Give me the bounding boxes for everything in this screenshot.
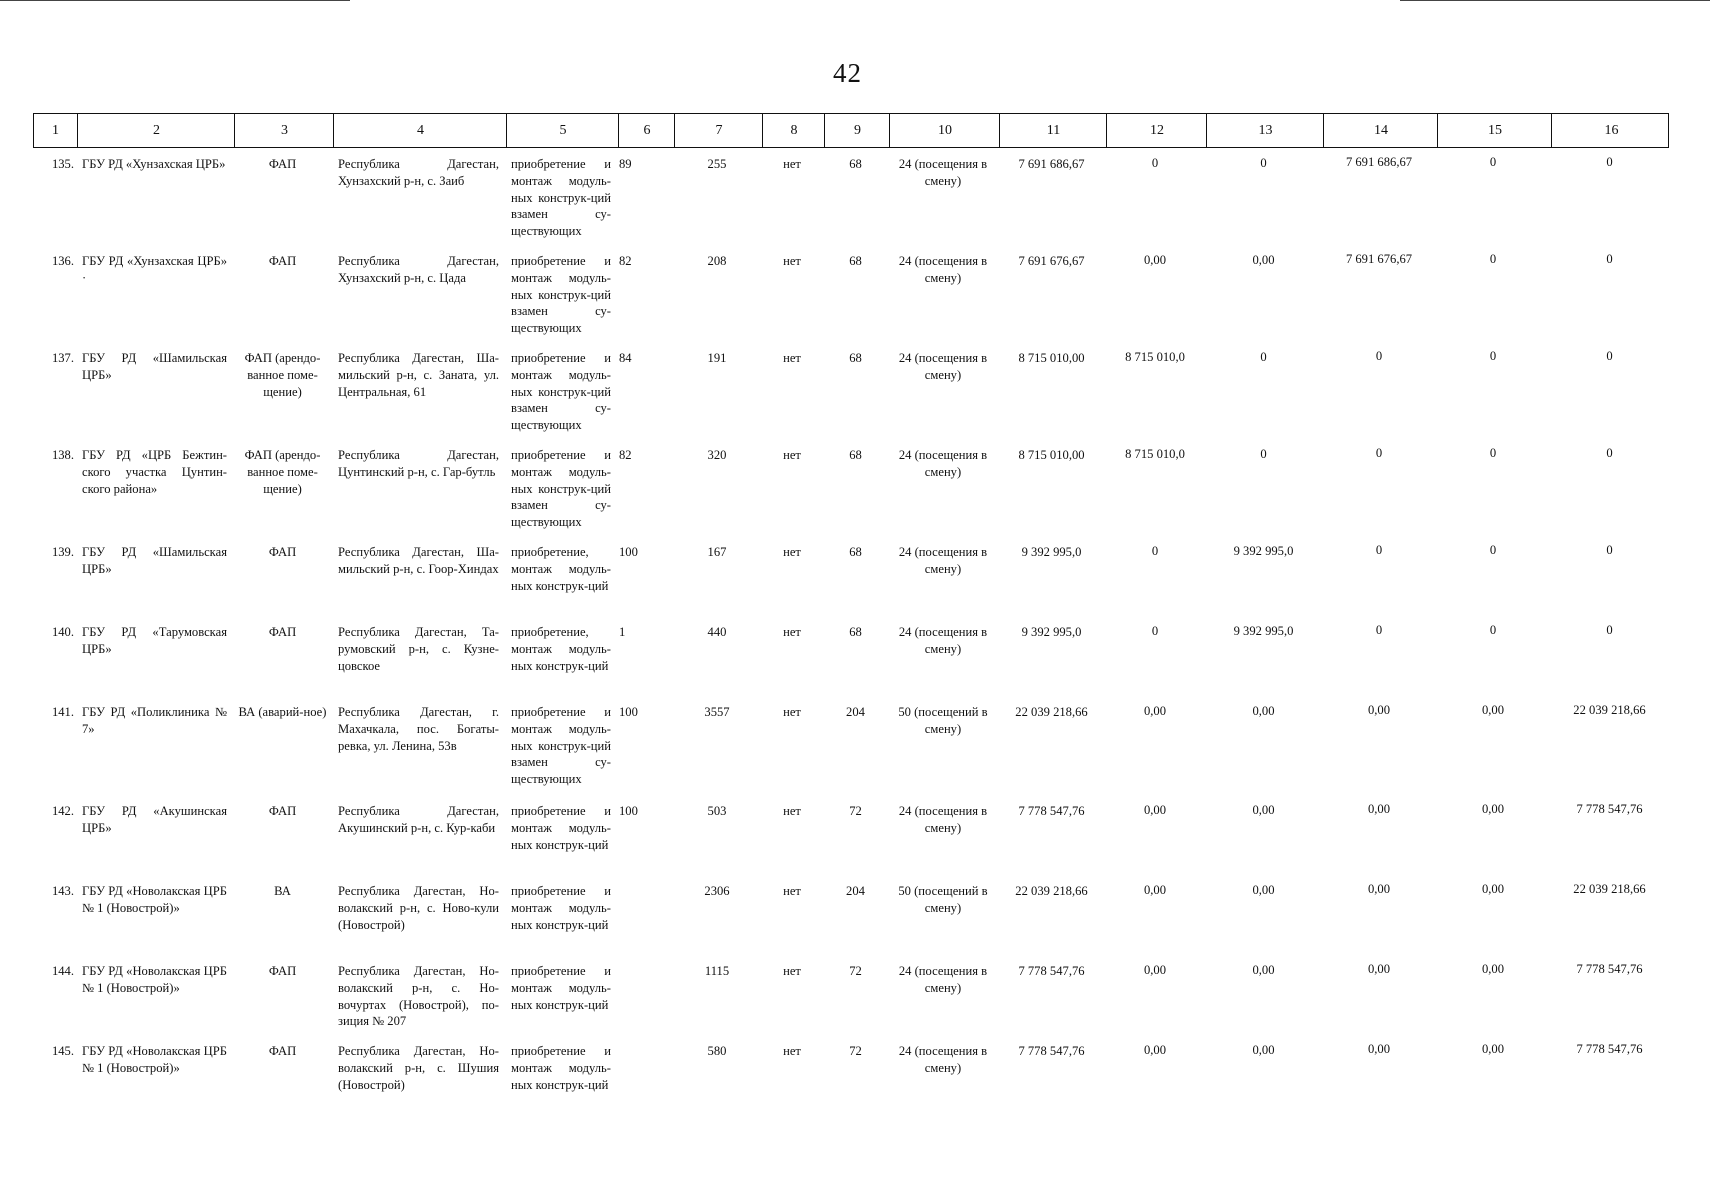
action-cell: приобретение и монтаж модуль-ных конструк-ций взамен су-ществующих	[511, 157, 611, 239]
col14-cell: 0	[1375, 446, 1383, 461]
organization-cell: ГБУ РД «Шамильская ЦРБ»	[82, 351, 227, 382]
col9-cell: 68	[849, 448, 862, 462]
col14-cell: 0,00	[1367, 703, 1391, 718]
col13-cell: 0	[1260, 446, 1267, 461]
header-col-8: 8	[762, 114, 825, 147]
col14-cell: 7 691 686,67	[1345, 155, 1413, 170]
header-col-3: 3	[234, 114, 334, 147]
organization-cell: ГБУ РД «Хунзахская ЦРБ» ·	[82, 254, 227, 285]
col8-cell: нет	[783, 1044, 801, 1058]
organization-cell: ГБУ РД «Новолакская ЦРБ № 1 (Новострой)»	[82, 884, 227, 915]
col15-cell: 0	[1489, 446, 1497, 460]
row-number: 145.	[51, 1044, 74, 1058]
col15-cell: 0	[1489, 252, 1497, 266]
col10-cell: 24 (посещения в смену)	[898, 351, 988, 382]
col6-cell: 84	[619, 351, 632, 365]
col10-cell: 50 (посещений в смену)	[898, 884, 988, 915]
action-cell: приобретение и монтаж модуль-ных конструк-ций	[511, 804, 611, 852]
col9-cell: 204	[846, 705, 865, 719]
col11-cell: 22 039 218,66	[1015, 704, 1088, 719]
col14-cell: 0,00	[1367, 1042, 1391, 1057]
col12-cell: 0,00	[1143, 253, 1167, 268]
col9-cell: 204	[846, 884, 865, 898]
col12-cell: 0	[1151, 624, 1159, 639]
header-col-11: 11	[999, 114, 1107, 147]
action-cell: приобретение и монтаж модуль-ных конструк-ций	[511, 964, 611, 1012]
organization-cell: ГБУ РД «Акушинская ЦРБ»	[82, 804, 227, 835]
header-col-1: 1	[52, 122, 59, 138]
header-col-14: 14	[1323, 114, 1438, 147]
col14-cell: 0,00	[1367, 882, 1391, 897]
action-cell: приобретение и монтаж модуль-ных конструк-ций	[511, 1044, 611, 1092]
col8-cell: нет	[783, 448, 801, 462]
address-cell: Республика Дагестан, Но-волакский р-н, с. Ново-кули (Новострой)	[338, 884, 499, 932]
organization-cell: ГБУ РД «Поликлиника № 7»	[82, 705, 227, 736]
col10-cell: 24 (посещения в смену)	[898, 254, 988, 285]
col15-cell: 0,00	[1481, 962, 1505, 976]
col16-cell: 7 778 547,76	[1576, 961, 1643, 976]
col9-cell: 68	[849, 157, 862, 171]
col11-cell: 7 778 547,76	[1018, 803, 1085, 818]
facility-type-cell: ФАП (арендо-ванное поме-щение)	[244, 448, 321, 496]
col7-cell: 1115	[704, 964, 730, 978]
col16-cell: 0	[1606, 622, 1613, 637]
scan-artifact-line	[1400, 0, 1710, 1]
col16-cell: 22 039 218,66	[1573, 881, 1646, 896]
header-col-9: 9	[824, 114, 890, 147]
col15-cell: 0,00	[1481, 1042, 1505, 1056]
col13-cell: 0	[1260, 349, 1267, 364]
col10-cell: 24 (посещения в смену)	[898, 804, 988, 835]
row-number: 143.	[51, 884, 74, 898]
action-cell: приобретение и монтаж модуль-ных конструк-ций взамен су-ществующих	[511, 351, 611, 433]
header-col-4: 4	[333, 114, 507, 147]
address-cell: Республика Дагестан, Хунзахский р-н, с. Цада	[338, 254, 499, 285]
col6-cell: 1	[619, 625, 626, 639]
header-col-2: 2	[77, 114, 235, 147]
address-cell: Республика Дагестан, Акушинский р-н, с. Кур-каби	[338, 804, 499, 835]
col8-cell: нет	[783, 884, 801, 898]
col13-cell: 0,00	[1252, 252, 1275, 267]
facility-type-cell: ФАП	[268, 804, 297, 818]
col16-cell: 7 778 547,76	[1576, 1041, 1643, 1056]
organization-cell: ГБУ РД «Шамильская ЦРБ»	[82, 545, 227, 576]
col7-cell: 580	[707, 1044, 727, 1058]
col14-cell: 0	[1375, 349, 1383, 364]
col15-cell: 0	[1489, 349, 1497, 363]
organization-cell: ГБУ РД «ЦРБ Бежтин-ского участка Цунтин-ского района»	[82, 448, 227, 496]
organization-cell: ГБУ РД «Новолакская ЦРБ № 1 (Новострой)»	[82, 964, 227, 995]
header-col-12: 12	[1106, 114, 1207, 147]
col15-cell: 0	[1489, 623, 1497, 637]
col8-cell: нет	[783, 964, 801, 978]
address-cell: Республика Дагестан, Но-волакский р-н, с. Шушия (Новострой)	[338, 1044, 499, 1092]
col10-cell: 24 (посещения в смену)	[898, 545, 988, 576]
col8-cell: нет	[783, 351, 801, 365]
header-col-15: 15	[1437, 114, 1552, 147]
col15-cell: 0,00	[1481, 882, 1505, 896]
col10-cell: 50 (посещений в смену)	[898, 705, 988, 736]
col13-cell: 0,00	[1252, 703, 1275, 718]
col13-cell: 0,00	[1252, 882, 1275, 897]
col7-cell: 167	[707, 545, 727, 559]
col15-cell: 0	[1489, 543, 1497, 557]
col6-cell: 89	[619, 157, 632, 171]
data-table	[33, 113, 1669, 1173]
col10-cell: 24 (посещения в смену)	[898, 964, 988, 995]
col8-cell: нет	[783, 157, 801, 171]
address-cell: Республика Дагестан, г. Махачкала, пос. Богаты-ревка, ул. Ленина, 53в	[338, 705, 499, 753]
col16-cell: 7 778 547,76	[1576, 801, 1643, 816]
col14-cell: 0,00	[1367, 802, 1391, 817]
col9-cell: 72	[849, 1044, 862, 1058]
address-cell: Республика Дагестан, Цунтинский р-н, с. Гар-бутль	[338, 448, 499, 479]
facility-type-cell: ВА (аварий-ное)	[238, 705, 327, 719]
col11-cell: 8 715 010,00	[1018, 447, 1085, 462]
col15-cell: 0,00	[1481, 802, 1505, 816]
col11-cell: 7 778 547,76	[1018, 1043, 1085, 1058]
col16-cell: 0	[1606, 154, 1613, 169]
col12-cell: 8 715 010,0	[1125, 350, 1185, 365]
col13-cell: 0,00	[1252, 1042, 1275, 1057]
scan-artifact-line	[0, 0, 350, 1]
col16-cell: 0	[1606, 251, 1613, 266]
col11-cell: 9 392 995,0	[1021, 624, 1082, 639]
action-cell: приобретение и монтаж модуль-ных конструк-ций взамен су-ществующих	[511, 254, 611, 336]
col11-cell: 7 691 686,67	[1018, 156, 1085, 171]
facility-type-cell: ФАП	[268, 964, 297, 978]
header-col-5: 5	[506, 114, 619, 147]
header-col-16: 16	[1551, 114, 1671, 147]
address-cell: Республика Дагестан, Ша-мильский р-н, с. Заната, ул. Центральная, 61	[338, 351, 499, 399]
action-cell: приобретение, монтаж модуль-ных конструк-ций	[511, 625, 611, 673]
header-col-7: 7	[674, 114, 763, 147]
col9-cell: 68	[849, 351, 862, 365]
col12-cell: 0,00	[1143, 704, 1167, 719]
organization-cell: ГБУ РД «Тарумовская ЦРБ»	[82, 625, 227, 656]
row-number: 138.	[51, 448, 74, 462]
row-number: 136.	[51, 254, 74, 268]
col8-cell: нет	[783, 705, 801, 719]
address-cell: Республика Дагестан, Но-волакский р-н, с. Но-вочуртах (Новострой), по-зиция № 207	[338, 964, 499, 1029]
col10-cell: 24 (посещения в смену)	[898, 625, 988, 656]
organization-cell: ГБУ РД «Новолакская ЦРБ № 1 (Новострой)»	[82, 1044, 227, 1075]
col6-cell: 100	[619, 545, 638, 559]
address-cell: Республика Дагестан, Ша-мильский р-н, с. Гоор-Хиндах	[338, 545, 499, 576]
col9-cell: 68	[849, 545, 862, 559]
col6-cell: 82	[619, 254, 632, 268]
facility-type-cell: ФАП	[268, 254, 297, 268]
row-number: 144.	[51, 964, 74, 978]
col13-cell: 0	[1260, 155, 1267, 170]
col15-cell: 0,00	[1481, 703, 1505, 717]
col11-cell: 8 715 010,00	[1018, 350, 1085, 365]
col16-cell: 0	[1606, 445, 1613, 460]
col11-cell: 7 778 547,76	[1018, 963, 1085, 978]
page-number: 42	[833, 58, 862, 88]
col14-cell: 0	[1375, 623, 1383, 638]
col7-cell: 503	[707, 804, 727, 818]
col6-cell: 82	[619, 448, 632, 462]
row-number: 139.	[51, 545, 74, 559]
col12-cell: 0	[1151, 156, 1159, 171]
address-cell: Республика Дагестан, Та-румовский р-н, с. Кузне-цовское	[338, 625, 499, 673]
facility-type-cell: ФАП	[268, 1044, 297, 1058]
header-col-10: 10	[889, 114, 1000, 147]
row-number: 142.	[51, 804, 74, 818]
col12-cell: 0,00	[1143, 883, 1167, 898]
facility-type-cell: ВА	[274, 884, 291, 898]
col7-cell: 255	[707, 157, 727, 171]
col11-cell: 9 392 995,0	[1021, 544, 1082, 559]
row-number: 140.	[51, 625, 74, 639]
col12-cell: 8 715 010,0	[1125, 447, 1185, 462]
col12-cell: 0	[1151, 544, 1159, 559]
col10-cell: 24 (посещения в смену)	[898, 157, 988, 188]
col13-cell: 0,00	[1252, 802, 1275, 817]
col8-cell: нет	[783, 804, 801, 818]
col7-cell: 2306	[704, 884, 730, 898]
col16-cell: 0	[1606, 348, 1613, 363]
col11-cell: 7 691 676,67	[1018, 253, 1085, 268]
col16-cell: 0	[1606, 542, 1613, 557]
col13-cell: 0,00	[1252, 962, 1275, 977]
col11-cell: 22 039 218,66	[1015, 883, 1088, 898]
action-cell: приобретение и монтаж модуль-ных конструк-ций взамен су-ществующих	[511, 448, 611, 530]
organization-cell: ГБУ РД «Хунзахская ЦРБ»	[82, 157, 226, 171]
action-cell: приобретение и монтаж модуль-ных конструк-ций взамен су-ществующих	[511, 705, 611, 787]
col16-cell: 22 039 218,66	[1573, 702, 1646, 717]
col9-cell: 68	[849, 254, 862, 268]
col8-cell: нет	[783, 625, 801, 639]
header-col-6: 6	[618, 114, 675, 147]
col15-cell: 0	[1489, 155, 1497, 169]
col10-cell: 24 (посещения в смену)	[898, 448, 988, 479]
col9-cell: 68	[849, 625, 862, 639]
col13-cell: 9 392 995,0	[1233, 543, 1294, 558]
facility-type-cell: ФАП	[268, 157, 297, 171]
col9-cell: 72	[849, 804, 862, 818]
col8-cell: нет	[783, 254, 801, 268]
action-cell: приобретение, монтаж модуль-ных конструк-ций	[511, 545, 611, 593]
col12-cell: 0,00	[1143, 803, 1167, 818]
col9-cell: 72	[849, 964, 862, 978]
facility-type-cell: ФАП	[268, 545, 297, 559]
action-cell: приобретение и монтаж модуль-ных конструк-ций	[511, 884, 611, 932]
col14-cell: 0,00	[1367, 962, 1391, 977]
header-col-13: 13	[1206, 114, 1324, 147]
col10-cell: 24 (посещения в смену)	[898, 1044, 988, 1075]
col12-cell: 0,00	[1143, 1043, 1167, 1058]
address-cell: Республика Дагестан, Хунзахский р-н, с. Заиб	[338, 157, 499, 188]
col7-cell: 208	[707, 254, 727, 268]
row-number: 137.	[51, 351, 74, 365]
header-row	[33, 113, 1669, 148]
col14-cell: 7 691 676,67	[1345, 252, 1413, 267]
facility-type-cell: ФАП (арендо-ванное поме-щение)	[244, 351, 321, 399]
col14-cell: 0	[1375, 543, 1383, 558]
col6-cell: 100	[619, 705, 638, 719]
col7-cell: 440	[707, 625, 727, 639]
col7-cell: 320	[707, 448, 727, 462]
col7-cell: 191	[707, 351, 727, 365]
row-number: 141.	[51, 705, 74, 719]
col8-cell: нет	[783, 545, 801, 559]
row-number: 135.	[51, 157, 74, 171]
col7-cell: 3557	[704, 705, 730, 719]
col13-cell: 9 392 995,0	[1233, 623, 1294, 638]
facility-type-cell: ФАП	[268, 625, 297, 639]
col12-cell: 0,00	[1143, 963, 1167, 978]
col6-cell: 100	[619, 804, 638, 818]
